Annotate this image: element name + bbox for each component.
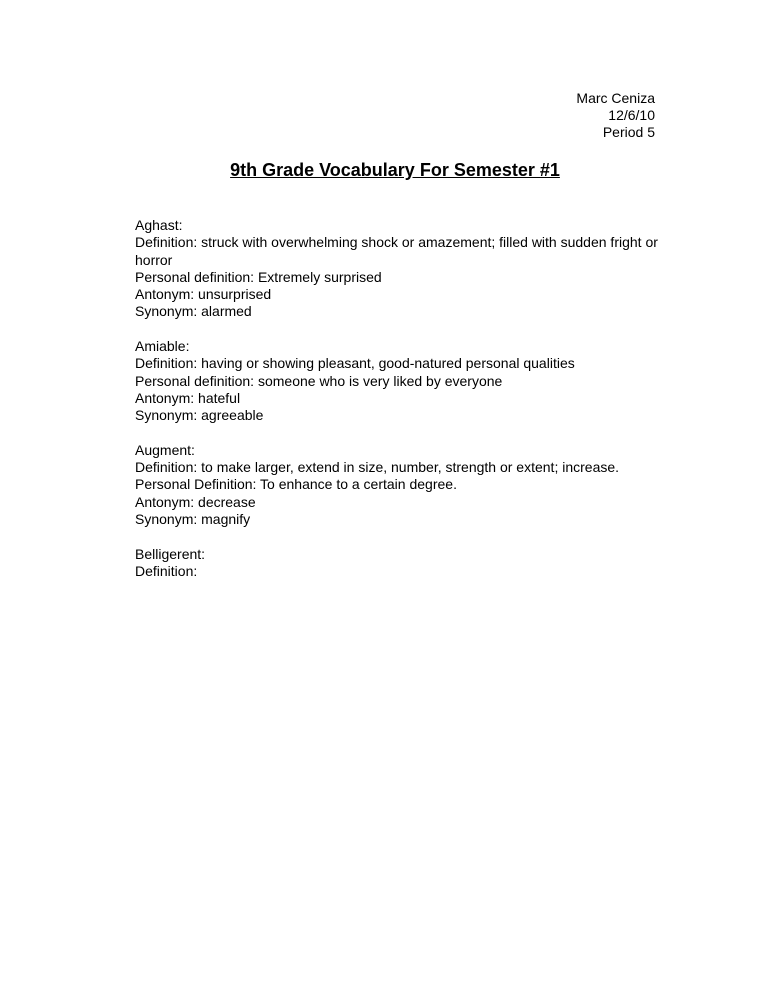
document-date: 12/6/10 — [608, 107, 655, 123]
vocab-entry-augment — [135, 442, 665, 528]
vocab-definition: Definition: struck with overwhelming shock or amazement; filled with sudden fright or horror — [135, 234, 658, 268]
vocab-synonym: Synonym: alarmed — [135, 303, 252, 320]
vocab-synonym: Synonym: magnify — [135, 511, 251, 528]
vocab-word: Aghast: — [135, 217, 183, 233]
student-header — [576, 90, 655, 141]
vocab-word: Belligerent: — [135, 545, 206, 562]
vocab-personal-definition: Personal Definition: To enhance to a certain degree. — [135, 476, 457, 493]
vocab-definition: Definition: having or showing pleasant, good-natured personal qualities — [135, 355, 575, 372]
vocab-entry-belligerent — [135, 546, 665, 581]
vocab-entry-aghast — [135, 217, 665, 321]
vocab-antonym: Antonym: hateful — [135, 389, 241, 406]
vocab-antonym: Antonym: unsurprised — [135, 286, 272, 303]
vocab-antonym: Antonym: decrease — [135, 493, 256, 510]
vocab-synonym: Synonym: agreeable — [135, 407, 264, 424]
vocab-definition: Definition: to make larger, extend in size, number, strength or extent; increase. — [135, 459, 620, 476]
vocab-word: Augment: — [135, 441, 195, 458]
class-period: Period 5 — [602, 124, 655, 140]
student-name: Marc Ceniza — [576, 90, 655, 106]
vocab-personal-definition: Personal definition: someone who is very liked by everyone — [135, 372, 503, 389]
vocab-personal-definition: Personal definition: Extremely surprised — [135, 268, 382, 285]
vocab-word: Amiable: — [135, 338, 190, 355]
vocabulary-list — [135, 217, 665, 598]
document-title: 9th Grade Vocabulary For Semester #1 — [230, 160, 560, 180]
vocab-definition: Definition: — [135, 562, 198, 579]
vocab-entry-amiable — [135, 338, 665, 424]
